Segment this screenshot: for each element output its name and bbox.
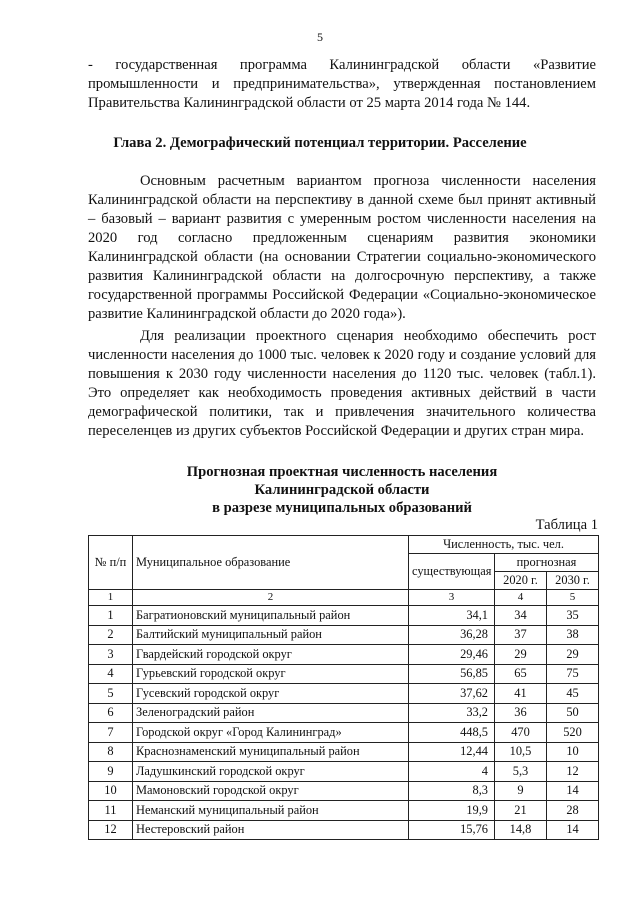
municipality-name: Зеленоградский район — [133, 703, 409, 723]
existing-value: 37,62 — [409, 684, 495, 704]
table-row — [89, 625, 599, 645]
chapter-heading: Глава 2. Демографический потенциал территории. Расселение — [113, 135, 527, 151]
forecast-2030-value: 29 — [547, 645, 599, 665]
municipality-name: Балтийский муниципальный район — [133, 625, 409, 645]
municipality-name: Городской округ «Город Калининград» — [133, 723, 409, 743]
forecast-2030-value: 10 — [547, 742, 599, 762]
existing-value: 29,46 — [409, 645, 495, 665]
forecast-2020-value: 29 — [495, 645, 547, 665]
municipality-name: Ладушкинский городской округ — [133, 762, 409, 782]
table-row — [89, 684, 599, 704]
table-row — [89, 645, 599, 665]
existing-value: 34,1 — [409, 606, 495, 626]
forecast-2030-value: 28 — [547, 801, 599, 821]
forecast-2030-value: 50 — [547, 703, 599, 723]
population-table — [88, 535, 599, 840]
forecast-2020-value: 10,5 — [495, 742, 547, 762]
table-row — [89, 703, 599, 723]
table-row — [89, 606, 599, 626]
paragraph-2: Для реализации проектного сценария необходимо обеспечить рост численности населения до 1000 тыс. человек к 2020 году и создание условий для повышения к 2030 году численности населения до 1120 тыс. человек (табл.1). Это определяет как необходимость проведения активных действий в части демографической политики, так и привлечения значительного количества переселенцев из других субъектов Российской Федерации и других стран мира. — [88, 328, 596, 439]
row-number: 5 — [89, 684, 133, 704]
row-number: 4 — [89, 664, 133, 684]
column-index: 2 — [133, 590, 409, 606]
forecast-2030-value: 14 — [547, 781, 599, 801]
table-row — [89, 664, 599, 684]
municipality-name: Краснознаменский муниципальный район — [133, 742, 409, 762]
forecast-2020-value: 34 — [495, 606, 547, 626]
header-2020: 2020 г. — [495, 572, 547, 590]
column-index: 5 — [547, 590, 599, 606]
existing-value: 448,5 — [409, 723, 495, 743]
forecast-2020-value: 65 — [495, 664, 547, 684]
municipality-name: Неманский муниципальный район — [133, 801, 409, 821]
forecast-2030-value: 75 — [547, 664, 599, 684]
forecast-2030-value: 14 — [547, 820, 599, 840]
table-row — [89, 820, 599, 840]
forecast-2030-value: 12 — [547, 762, 599, 782]
table-row — [89, 742, 599, 762]
table-row — [89, 801, 599, 821]
row-number: 6 — [89, 703, 133, 723]
paragraph-1: Основным расчетным вариантом прогноза численности населения Калининградской области на перспективу в данной схеме был принят активный – базовый – вариант развития с умеренным ростом численности населения на 2020 год согласно предложенным сценариям развития экономики Калининградской области (на основании Стратегии социально-экономического развития Калининградской области на долгосрочную перспективу, а также государственной программы Российской Федерации «Социально-экономическое развитие Калининградской области до 2020 года»). — [88, 173, 596, 322]
table-caption-line-2: Калининградской области — [254, 482, 430, 498]
table-caption-line-3: в разрезе муниципальных образований — [212, 500, 472, 516]
row-number: 11 — [89, 801, 133, 821]
forecast-2020-value: 36 — [495, 703, 547, 723]
column-index: 4 — [495, 590, 547, 606]
page-number: 5 — [317, 30, 323, 44]
forecast-2020-value: 14,8 — [495, 820, 547, 840]
forecast-2030-value: 520 — [547, 723, 599, 743]
header-population: Численность, тыс. чел. — [409, 536, 599, 554]
forecast-2020-value: 41 — [495, 684, 547, 704]
table-caption — [88, 463, 596, 517]
forecast-2020-value: 21 — [495, 801, 547, 821]
column-index: 1 — [89, 590, 133, 606]
header-existing: существующая — [409, 554, 495, 590]
existing-value: 19,9 — [409, 801, 495, 821]
forecast-2020-value: 37 — [495, 625, 547, 645]
row-number: 3 — [89, 645, 133, 665]
row-number: 10 — [89, 781, 133, 801]
municipality-name: Гурьевский городской округ — [133, 664, 409, 684]
row-number: 2 — [89, 625, 133, 645]
forecast-2020-value: 5,3 — [495, 762, 547, 782]
header-municipality: Муниципальное образование — [133, 536, 409, 590]
existing-value: 33,2 — [409, 703, 495, 723]
forecast-2020-value: 470 — [495, 723, 547, 743]
table-row — [89, 723, 599, 743]
header-num: № п/п — [89, 536, 133, 590]
existing-value: 56,85 — [409, 664, 495, 684]
existing-value: 8,3 — [409, 781, 495, 801]
municipality-name: Гвардейский городской округ — [133, 645, 409, 665]
forecast-2020-value: 9 — [495, 781, 547, 801]
row-number: 1 — [89, 606, 133, 626]
forecast-2030-value: 35 — [547, 606, 599, 626]
forecast-2030-value: 38 — [547, 625, 599, 645]
municipality-name: Мамоновский городской округ — [133, 781, 409, 801]
municipality-name: Гусевский городской округ — [133, 684, 409, 704]
existing-value: 12,44 — [409, 742, 495, 762]
row-number: 8 — [89, 742, 133, 762]
table-row — [89, 781, 599, 801]
row-number: 7 — [89, 723, 133, 743]
intro-paragraph: - государственная программа Калининградской области «Развитие промышленности и предпринимательства», утвержденная постановлением Правительства Калининградской области от 25 марта 2014 года № 144. — [88, 57, 596, 111]
row-number: 12 — [89, 820, 133, 840]
forecast-2030-value: 45 — [547, 684, 599, 704]
header-forecast: прогнозная — [495, 554, 599, 572]
table-label: Таблица 1 — [535, 517, 598, 533]
existing-value: 4 — [409, 762, 495, 782]
table-caption-line-1: Прогнозная проектная численность населения — [186, 464, 498, 480]
existing-value: 15,76 — [409, 820, 495, 840]
table-row — [89, 762, 599, 782]
column-index: 3 — [409, 590, 495, 606]
existing-value: 36,28 — [409, 625, 495, 645]
header-2030: 2030 г. — [547, 572, 599, 590]
municipality-name: Багратионовский муниципальный район — [133, 606, 409, 626]
municipality-name: Нестеровский район — [133, 820, 409, 840]
row-number: 9 — [89, 762, 133, 782]
